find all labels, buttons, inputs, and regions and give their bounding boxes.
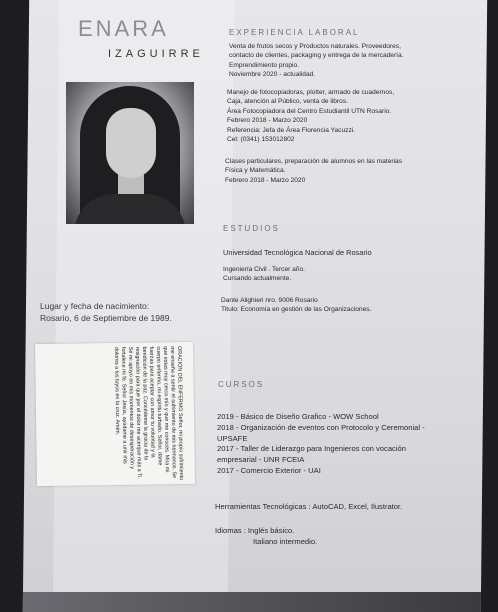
- courses-list: [217, 412, 462, 477]
- birth-info: [40, 300, 180, 324]
- course-item: 2017 - Taller de Liderazgo para Ingenieros con vocación: [217, 444, 406, 454]
- course-item: 2019 - Básico de Diseño Grafico - WOW School: [217, 412, 379, 421]
- birth-label: Lugar y fecha de nacimiento:: [40, 301, 150, 311]
- birth-value: Rosario, 6 de Septiembre de 1989.: [40, 313, 172, 323]
- experience-title: EXPERIENCIA LABORAL: [229, 28, 360, 37]
- tools-line: Herramientas Tecnológicas : AutoCAD, Excel, Ilustrator.: [215, 502, 403, 511]
- exp1-line: contacto de clientes, packaging y entrega de la mercadería.: [229, 52, 404, 60]
- exp3-line: Febrero 2018 - Marzo 2020: [225, 176, 306, 184]
- course-item: UPSAFE: [217, 433, 248, 443]
- course-item: 2017 - Comercio Exterior - UAI: [217, 465, 321, 475]
- university: Universidad Tecnológica Nacional de Rosario: [223, 248, 372, 257]
- course-item: empresarial - UNR FCEIA: [217, 455, 305, 465]
- exp3-line: Física y Matemática.: [225, 167, 286, 175]
- career-info: [223, 265, 453, 284]
- exp1-line: Emprendimiento propio.: [229, 61, 300, 69]
- exp2-line: Caja, atención al Público, venta de libros.: [227, 98, 348, 106]
- career-line: Cursando actualmente.: [223, 275, 292, 283]
- school-line: Titulo: Economía en gestión de las Organizaciones.: [221, 306, 372, 314]
- experience-block-1: [229, 42, 449, 80]
- experience-block-3: [225, 157, 450, 185]
- language-line: Idiomas : Inglés básico.: [215, 526, 295, 535]
- career-line: Ingeniería Civil . Tercer año.: [223, 266, 305, 273]
- prayer-card-text: ORACIÓN DEL ENFERMO Señor, mi propio sufrimiento me enseña a sentir el sufrimiento de mis hermanos. Se que estas muy cerca mío y que me conoces. Mira mi cuerpo enfermo, mi espíritu turbado. Señor, dame fuerzas para aceptar con amor tu voluntad y la bendición de la paz. Concédeme la gracia de la resignación para que por el dolor me acerque más a Ti. Sé mi apoyo en mis momentos de desesperación y fortalece mi fe. Señor Jesús, ayúdame a unir mis dolores a los tuyos en la cruz. Amén.: [113, 346, 184, 481]
- school-line: Dante Alighieri nro. 9006 Rosario: [221, 297, 318, 304]
- school-info: [221, 296, 461, 315]
- first-name: ENARA: [78, 16, 169, 41]
- courses-title: CURSOS: [218, 380, 265, 389]
- course-item: 2018 - Organización de eventos con Protocolo y Ceremonial -: [217, 422, 425, 432]
- profile-photo: [66, 82, 194, 224]
- paper-shadow: [23, 592, 481, 612]
- last-name: IZAGUIRRE: [108, 48, 204, 60]
- photo-face: [106, 108, 156, 178]
- exp2-line: Referencia: Jefa de Área Florencia Yacuzzi.: [227, 126, 356, 134]
- languages: [215, 526, 415, 548]
- language-line: Italiano intermedio.: [253, 536, 318, 546]
- exp2-line: Febrero 2018 - Marzo 2020: [227, 117, 308, 125]
- exp3-line: Clases particulares, preparación de alumnos en las materias: [225, 158, 403, 165]
- exp2-line: Manejo de fotocopiadoras, plotter, armado de cuadernos,: [227, 89, 395, 96]
- exp2-line: Cel: (0341) 153012802: [227, 136, 295, 144]
- exp1-line: Venta de frutos secos y Productos naturales. Proveedores,: [229, 43, 401, 50]
- prayer-card: [35, 342, 195, 486]
- exp2-line: Área Fotocopiadora del Centro Estudiantil UTN Rosario.: [227, 107, 392, 115]
- exp1-line: Noviembre 2020 - actualidad.: [229, 71, 316, 79]
- studies-title: ESTUDIOS: [223, 224, 280, 233]
- experience-block-2: [227, 88, 447, 144]
